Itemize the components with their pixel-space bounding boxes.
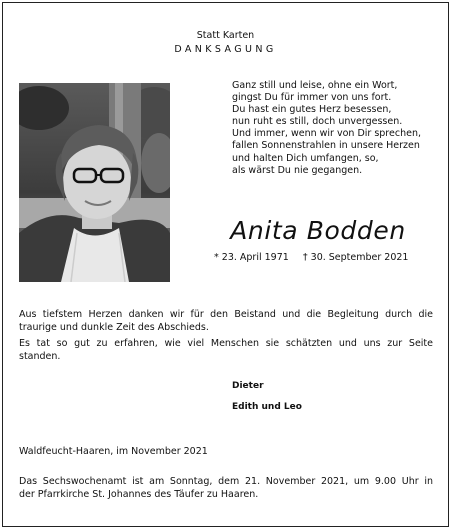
poem — [232, 80, 442, 177]
text-line: traurige und dunkle Zeit des Abschieds. — [19, 321, 209, 333]
portrait-photo-graphic — [19, 83, 170, 282]
poem-line: Du hast ein gutes Herz besessen, — [232, 104, 392, 116]
poem-line: nun ruht es still, doch unvergessen. — [232, 116, 403, 128]
text-line: Es tat so gut zu erfahren, wie viel Menschen sie schätzten und uns zur Seite — [19, 338, 433, 349]
thanks-paragraph-1 — [19, 309, 433, 334]
text-line: der Pfarrkirche St. Johannes des Täufer zu Haaren. — [19, 488, 259, 500]
poem-line: als wärst Du nie gegangen. — [232, 164, 363, 176]
poem-line: gingst Du für immer von uns fort. — [232, 92, 392, 104]
portrait-photo — [19, 83, 170, 282]
statt-karten-label: Statt Karten — [196, 30, 255, 41]
poem-line: Und immer, wenn wir von Dir sprechen, — [232, 128, 421, 140]
life-dates — [214, 252, 408, 263]
thanks-paragraph-2 — [19, 338, 433, 363]
birth-date: * 23. April 1971 — [214, 252, 289, 263]
deceased-name: Anita Bodden — [230, 216, 406, 245]
text-line: Aus tiefstem Herzen danken wir für den Beistand und die Begleitung durch die — [19, 309, 433, 320]
poem-line: und halten Dich umfangen, so, — [232, 152, 379, 164]
poem-line: fallen Sonnenstrahlen in unsere Herzen — [232, 140, 420, 152]
text-line: standen. — [19, 350, 61, 362]
text-line: Das Sechswochenamt ist am Sonntag, dem 21. November 2021, um 9.00 Uhr in — [19, 476, 433, 487]
danksagung-title: DANKSAGUNG — [174, 44, 277, 55]
place-date: Waldfeucht-Haaren, im November 2021 — [19, 446, 208, 457]
signature-edith-leo: Edith und Leo — [232, 402, 302, 412]
death-date: † 30. September 2021 — [302, 252, 409, 263]
signature-dieter: Dieter — [232, 381, 264, 391]
mass-notice — [19, 476, 433, 501]
poem-line: Ganz still und leise, ohne ein Wort, — [232, 80, 398, 91]
